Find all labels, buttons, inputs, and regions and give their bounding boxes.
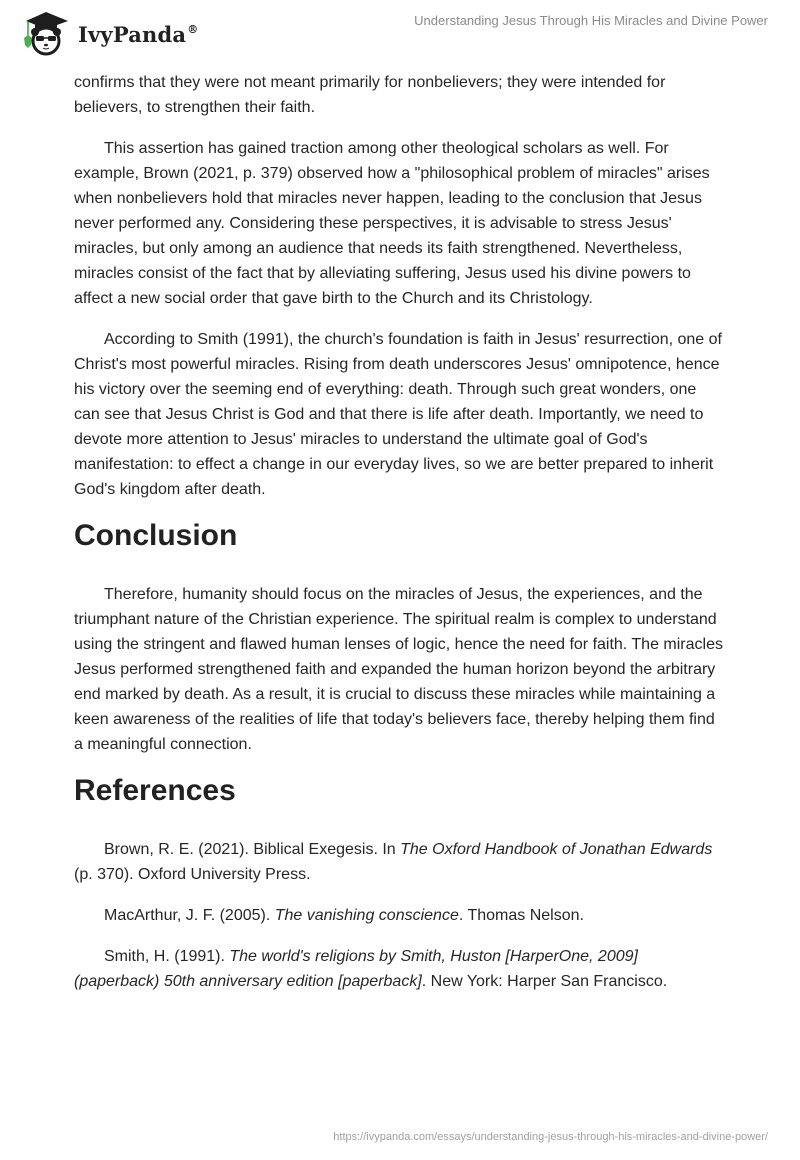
- section-heading-conclusion: Conclusion: [74, 519, 238, 552]
- essay-content: [74, 70, 726, 1010]
- page-header: [0, 0, 800, 60]
- panda-graduate-logo-icon: [18, 8, 74, 56]
- brand-logo[interactable]: [18, 8, 198, 56]
- body-paragraph: This assertion has gained traction among other theological scholars as well. For example, Brown (2021, p. 379) observed how a "philosophical problem of miracles" arises when nonbelievers hold that miracles never happen, leading to the conclusion that Jesus never performed any. Considering these perspectives, it is advisable to stress Jesus' miracles, but only among an audience that needs its faith strengthened. Nevertheless, miracles consist of the fact that by alleviating suffering, Jesus used his divine powers to affect a new social order that gave birth to the Church and its Christology.: [74, 140, 710, 307]
- reference-item: Brown, R. E. (2021). Biblical Exegesis. In The Oxford Handbook of Jonathan Edwards (p. 370). Oxford University Press.: [74, 841, 713, 883]
- document-title: Understanding Jesus Through His Miracles and Divine Power: [414, 13, 768, 28]
- section-heading-references: References: [74, 774, 236, 807]
- conclusion-paragraph: Therefore, humanity should focus on the miracles of Jesus, the experiences, and the triumphant nature of the Christian experience. The spiritual realm is complex to understand using the stringent and flawed human lenses of logic, hence the need for faith. The miracles Jesus performed strengthened faith and expanded the human horizon beyond the arbitrary end marked by death. As a result, it is crucial to discuss these miracles while maintaining a keen awareness of the realities of life that today's believers face, thereby helping them find a meaningful connection.: [74, 586, 723, 753]
- reference-item: Smith, H. (1991). The world's religions by Smith, Huston [HarperOne, 2009] (paperback) 50th anniversary edition [paperback]. New York: Harper San Francisco.: [74, 948, 668, 990]
- body-paragraph: confirms that they were not meant primarily for nonbelievers; they were intended for believers, to strengthen their faith.: [74, 74, 666, 116]
- source-url-link[interactable]: https://ivypanda.com/essays/understanding-jesus-through-his-miracles-and-divine-power/: [333, 1131, 768, 1143]
- body-paragraph: According to Smith (1991), the church's foundation is faith in Jesus' resurrection, one of Christ's most powerful miracles. Rising from death underscores Jesus' omnipotence, hence his victory over the seeming end of everything: death. Through such great wonders, one can see that Jesus Christ is God and that there is life after death. Importantly, we need to devote more attention to Jesus' miracles to understand the ultimate goal of God's manifestation: to effect a change in our everyday lives, so we are better prepared to inherit God's kingdom after death.: [74, 331, 722, 498]
- reference-item: MacArthur, J. F. (2005). The vanishing conscience. Thomas Nelson.: [104, 907, 584, 924]
- brand-name: IvyPanda®: [78, 21, 199, 47]
